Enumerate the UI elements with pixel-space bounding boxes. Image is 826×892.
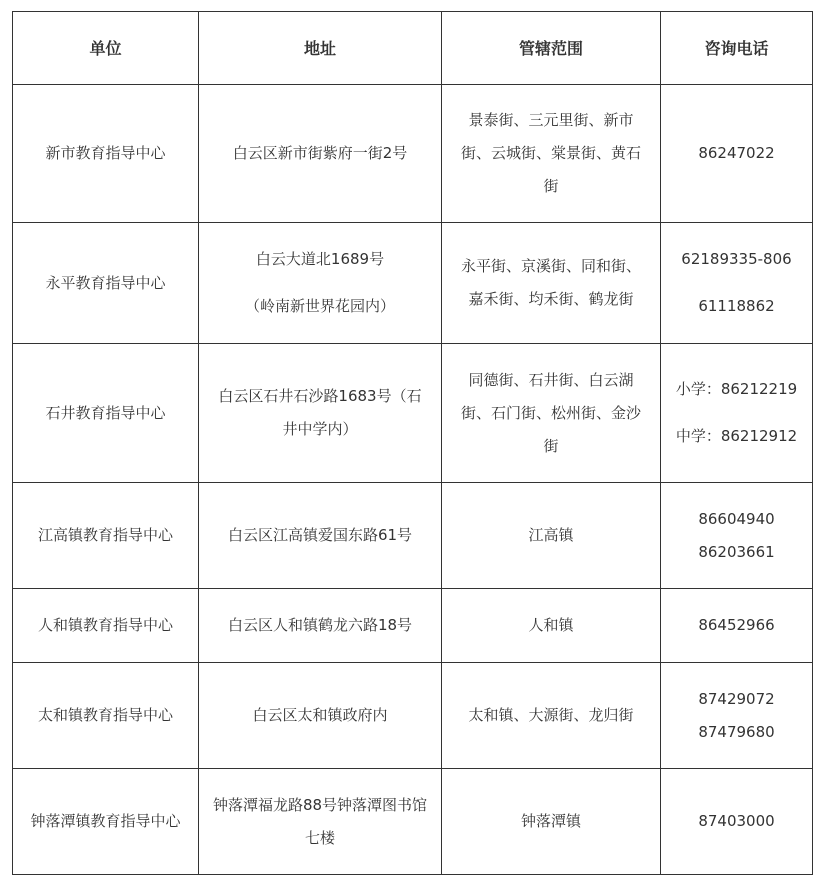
scope-cell: 钟落潭镇: [442, 769, 661, 875]
unit-cell: 太和镇教育指导中心: [13, 663, 199, 769]
address-cell: 白云区人和镇鹤龙六路18号: [199, 589, 442, 663]
phone-cell: [661, 85, 813, 223]
table-row: [13, 223, 813, 344]
phone-number: 86452966: [698, 616, 775, 634]
scope-cell: 永平街、京溪街、同和街、嘉禾街、均禾街、鹤龙街: [442, 223, 661, 344]
phone-number: 小学：86212219: [675, 380, 798, 398]
phone-number: 87479680: [698, 722, 775, 741]
education-center-table: [12, 11, 813, 875]
table-row: [13, 663, 813, 769]
address-cell: [199, 223, 442, 344]
phone-cell: [661, 589, 813, 663]
address-cell: 白云区太和镇政府内: [199, 663, 442, 769]
header-scope: 管辖范围: [442, 12, 661, 85]
table-row: [13, 589, 813, 663]
table-row: [13, 769, 813, 875]
phone-cell: [661, 769, 813, 875]
header-unit: 单位: [13, 12, 199, 85]
phone-number: 61118862: [698, 297, 775, 315]
phone-cell: [661, 483, 813, 589]
phone-number: 87429072: [698, 689, 775, 708]
scope-cell: 景泰街、三元里街、新市街、云城街、棠景街、黄石街: [442, 85, 661, 223]
table-row: [13, 344, 813, 483]
scope-cell: 太和镇、大源街、龙归街: [442, 663, 661, 769]
unit-cell: 新市教育指导中心: [13, 85, 199, 223]
table-header-row: [13, 12, 813, 85]
unit-cell: 钟落潭镇教育指导中心: [13, 769, 199, 875]
address-cell: 钟落潭福龙路88号钟落潭图书馆七楼: [199, 769, 442, 875]
unit-cell: 江高镇教育指导中心: [13, 483, 199, 589]
address-cell: 白云区江高镇爱国东路61号: [199, 483, 442, 589]
phone-number: 中学：86212912: [675, 427, 798, 445]
phone-number: 86203661: [698, 542, 775, 561]
table-row: [13, 85, 813, 223]
scope-cell: 同德街、石井街、白云湖街、石门街、松州街、金沙街: [442, 344, 661, 483]
scope-cell: 江高镇: [442, 483, 661, 589]
scope-cell: 人和镇: [442, 589, 661, 663]
address-cell: 白云区新市街紫府一街2号: [199, 85, 442, 223]
table-row: [13, 483, 813, 589]
phone-cell: [661, 344, 813, 483]
phone-number: 62189335-806: [681, 250, 792, 268]
phone-cell: [661, 663, 813, 769]
phone-number: 87403000: [698, 812, 775, 830]
address-note: （岭南新世界花园内）: [244, 297, 395, 315]
header-address: 地址: [199, 12, 442, 85]
unit-cell: 人和镇教育指导中心: [13, 589, 199, 663]
phone-number: 86247022: [698, 144, 775, 162]
header-phone: 咨询电话: [661, 12, 813, 85]
phone-cell: [661, 223, 813, 344]
unit-cell: 石井教育指导中心: [13, 344, 199, 483]
unit-cell: 永平教育指导中心: [13, 223, 199, 344]
contact-table-container: [12, 11, 813, 875]
address-line: 白云大道北1689号: [255, 250, 385, 268]
address-cell: 白云区石井石沙路1683号（石井中学内）: [199, 344, 442, 483]
phone-number: 86604940: [698, 509, 775, 528]
